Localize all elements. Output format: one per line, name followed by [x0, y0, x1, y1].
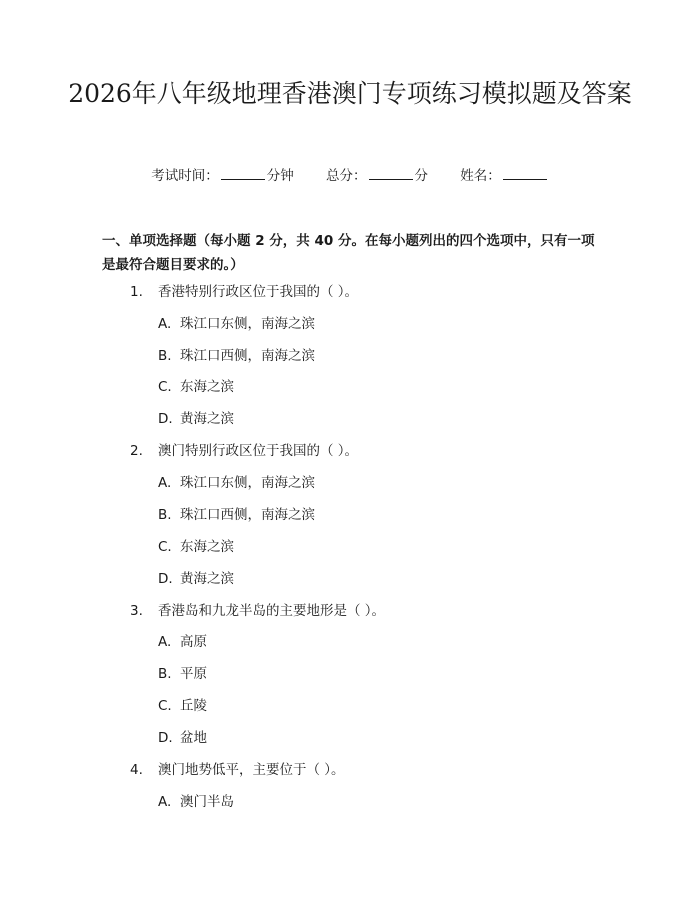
q4-option-a[interactable] [158, 792, 234, 812]
option-text: 东海之滨 [180, 539, 234, 555]
q1-option-c[interactable] [158, 377, 234, 397]
q3-option-a[interactable] [158, 632, 207, 652]
name-label: 姓名： [460, 168, 501, 184]
exam-info [0, 166, 700, 186]
page-title: 2026年八年级地理香港澳门专项练习模拟题及答案 [68, 79, 632, 108]
question-number: 2. [130, 443, 143, 459]
option-key: B. [158, 348, 172, 364]
time-label: 考试时间： [151, 168, 219, 184]
score-unit: 分 [414, 168, 428, 184]
question-number: 1. [130, 284, 143, 300]
question-text: 香港岛和九龙半岛的主要地形是（ ）。 [158, 603, 386, 619]
q1-option-b[interactable] [158, 346, 315, 366]
option-key: D. [158, 411, 173, 427]
option-text: 高原 [180, 634, 207, 650]
score-field [326, 166, 428, 186]
score-blank[interactable] [369, 167, 413, 180]
q2-option-d[interactable] [158, 569, 234, 589]
q2-option-b[interactable] [158, 505, 315, 525]
time-field [151, 166, 294, 186]
option-text: 澳门半岛 [180, 794, 234, 810]
option-key: A. [158, 475, 172, 491]
option-text: 珠江口西侧，南海之滨 [180, 507, 315, 523]
q2-option-c[interactable] [158, 537, 234, 557]
option-key: A. [158, 634, 172, 650]
q3-option-d[interactable] [158, 728, 207, 748]
time-blank[interactable] [221, 167, 265, 180]
option-key: C. [158, 698, 172, 714]
question-text: 澳门地势低平，主要位于（ ）。 [158, 762, 345, 778]
q3-option-b[interactable] [158, 664, 207, 684]
option-key: B. [158, 666, 172, 682]
option-key: C. [158, 539, 172, 555]
question-number: 3. [130, 603, 143, 619]
option-text: 盆地 [180, 730, 207, 746]
option-text: 丘陵 [180, 698, 207, 714]
option-text: 黄海之滨 [180, 571, 234, 587]
question-4 [130, 760, 345, 780]
question-3 [130, 601, 385, 621]
option-key: D. [158, 730, 173, 746]
option-key: C. [158, 379, 172, 395]
name-blank[interactable] [503, 167, 547, 180]
name-field [460, 166, 549, 186]
option-text: 东海之滨 [180, 379, 234, 395]
q3-option-c[interactable] [158, 696, 207, 716]
option-text: 珠江口东侧，南海之滨 [180, 316, 315, 332]
question-1 [130, 282, 358, 302]
question-number: 4. [130, 762, 143, 778]
time-unit: 分钟 [266, 168, 294, 184]
option-text: 珠江口东侧，南海之滨 [180, 475, 315, 491]
option-text: 黄海之滨 [180, 411, 234, 427]
score-label: 总分： [326, 168, 367, 184]
q1-option-d[interactable] [158, 409, 234, 429]
question-2 [130, 441, 358, 461]
question-text: 香港特别行政区位于我国的（ ）。 [158, 284, 359, 300]
question-text: 澳门特别行政区位于我国的（ ）。 [158, 443, 359, 459]
option-key: A. [158, 316, 172, 332]
q1-option-a[interactable] [158, 314, 315, 334]
option-key: B. [158, 507, 172, 523]
option-key: A. [158, 794, 172, 810]
q2-option-a[interactable] [158, 473, 315, 493]
section-heading: 一、单项选择题（每小题 2 分，共 40 分。在每小题列出的四个选项中，只有一项是最符合题目要求的。） [102, 233, 595, 273]
option-text: 平原 [180, 666, 207, 682]
option-key: D. [158, 571, 173, 587]
option-text: 珠江口西侧，南海之滨 [180, 348, 315, 364]
